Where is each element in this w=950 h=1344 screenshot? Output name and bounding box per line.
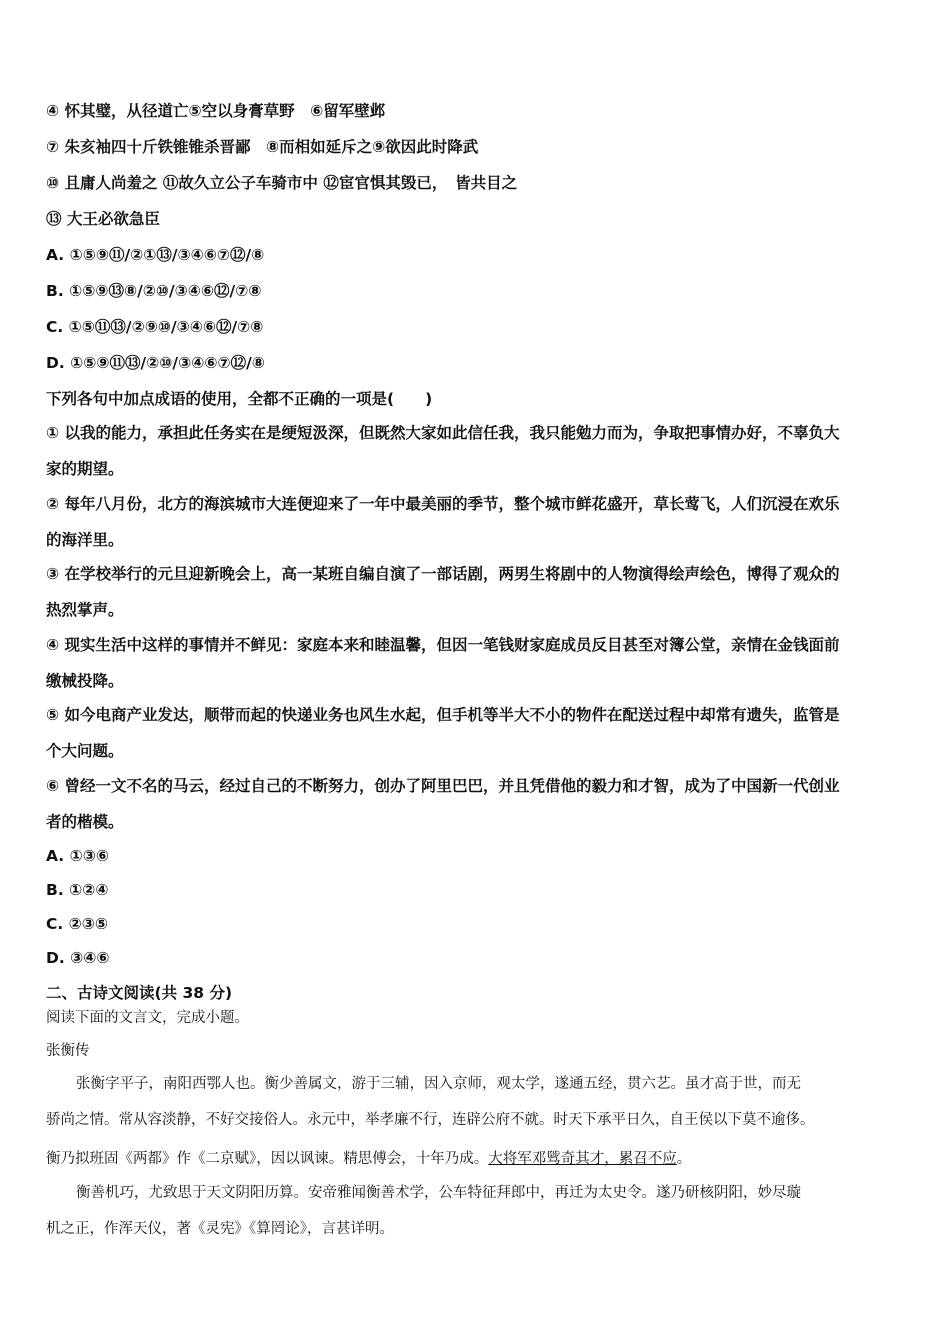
q2-line-10: 个大问题。 [46, 742, 124, 760]
q1-line-2: ⑦ 朱亥袖四十斤铁锥锥杀晋鄙 ⑧而相如延斥之⑨欲因此时降武 [46, 138, 479, 156]
q2-line-8: 缴械投降。 [46, 672, 124, 690]
q2-line-9: ⑤ 如今电商产业发达，顺带而起的快递业务也风生水起，但手机等半大不小的物件在配送过程中却常有遗失，监管是 [46, 706, 840, 724]
q2-option-a: A. ①③⑥ [46, 847, 109, 865]
q2-line-7: ④ 现实生活中这样的事情并不鲜见：家庭本来和睦温馨，但因一笔钱财家庭成员反目甚至对簿公堂，亲情在金钱面前 [46, 636, 840, 654]
underlined-sentence: 大将军邓骘奇其才，累召不应 [488, 1151, 677, 1167]
q2-option-d: D. ③④⑥ [46, 949, 110, 967]
q2-line-6: 热烈掌声。 [46, 601, 124, 619]
q1-line-3: ⑩ 且庸人尚羞之 ⑪故久立公子车骑市中 ⑫宦官惧其毁已， 皆共目之 [46, 174, 518, 192]
passage-p2-line-1: 衡善机巧，尤致思于天文阴阳历算。安帝雅闻衡善术学，公车特征拜郎中，再迁为太史令。遂乃研核阴阳，妙尽璇 [76, 1185, 801, 1201]
section-instruction: 阅读下面的文言文，完成小题。 [46, 1010, 249, 1026]
q2-line-2: 家的期望。 [46, 460, 124, 478]
passage-p1-line-2: 骄尚之情。常从容淡静，不好交接俗人。永元中，举孝廉不行，连辟公府不就。时天下承平日久，自王侯以下莫不逾侈。 [46, 1112, 815, 1128]
q2-line-1: ① 以我的能力，承担此任务实在是绠短汲深，但既然大家如此信任我，我只能勉力而为，争取把事情办好，不辜负大 [46, 424, 840, 442]
q2-stem: 下列各句中加点成语的使用，全都不正确的一项是( ) [46, 390, 433, 408]
q2-option-c: C. ②③⑤ [46, 915, 109, 933]
q1-option-b: B. ①⑤⑨⑬⑧/②⑩/③④⑥⑫/⑦⑧ [46, 282, 262, 300]
q2-line-5: ③ 在学校举行的元旦迎新晚会上，高一某班自编自演了一部话剧，两男生将剧中的人物演得绘声绘色，博得了观众的 [46, 565, 840, 583]
q1-line-1: ④ 怀其璧，从径道亡⑤空以身膏草野 ⑥留军壁邺 [46, 102, 386, 120]
q2-line-3: ② 每年八月份，北方的海滨城市大连便迎来了一年中最美丽的季节，整个城市鲜花盛开，草长莺飞，人们沉浸在欢乐 [46, 495, 840, 513]
passage-p1-line-3-text: 衡乃拟班固《两都》作《二京赋》，因以讽谏。精思傅会，十年乃成。 [46, 1151, 489, 1167]
passage-p1-line-3-end: 。 [676, 1151, 692, 1167]
q2-line-12: 者的楷模。 [46, 813, 124, 831]
q1-option-d: D. ①⑤⑨⑪⑬/②⑩/③④⑥⑦⑫/⑧ [46, 354, 265, 372]
q1-option-a: A. ①⑤⑨⑪/②①⑬/③④⑥⑦⑫/⑧ [46, 246, 265, 264]
passage-p2-line-2: 机之正，作浑天仪，著《灵宪》《算罔论》，言甚详明。 [46, 1221, 394, 1237]
passage-title: 张衡传 [46, 1043, 90, 1059]
passage-p1-line-1: 张衡字平子，南阳西鄂人也。衡少善属文，游于三辅，因入京师，观太学，遂通五经，贯六艺。虽才高于世，而无 [76, 1076, 801, 1092]
q2-option-b: B. ①②④ [46, 881, 109, 899]
q2-line-4: 的海洋里。 [46, 531, 124, 549]
section-heading: 二、古诗文阅读(共 38 分) [46, 984, 233, 1002]
q1-option-c: C. ①⑤⑪⑬/②⑨⑩/③④⑥⑫/⑦⑧ [46, 318, 264, 336]
q1-line-4: ⑬ 大王必欲急臣 [46, 210, 160, 228]
q2-line-11: ⑥ 曾经一文不名的马云，经过自己的不断努力，创办了阿里巴巴，并且凭借他的毅力和才智，成为了中国新一代创业 [46, 777, 840, 795]
passage-p1-line-3 [46, 1149, 691, 1169]
